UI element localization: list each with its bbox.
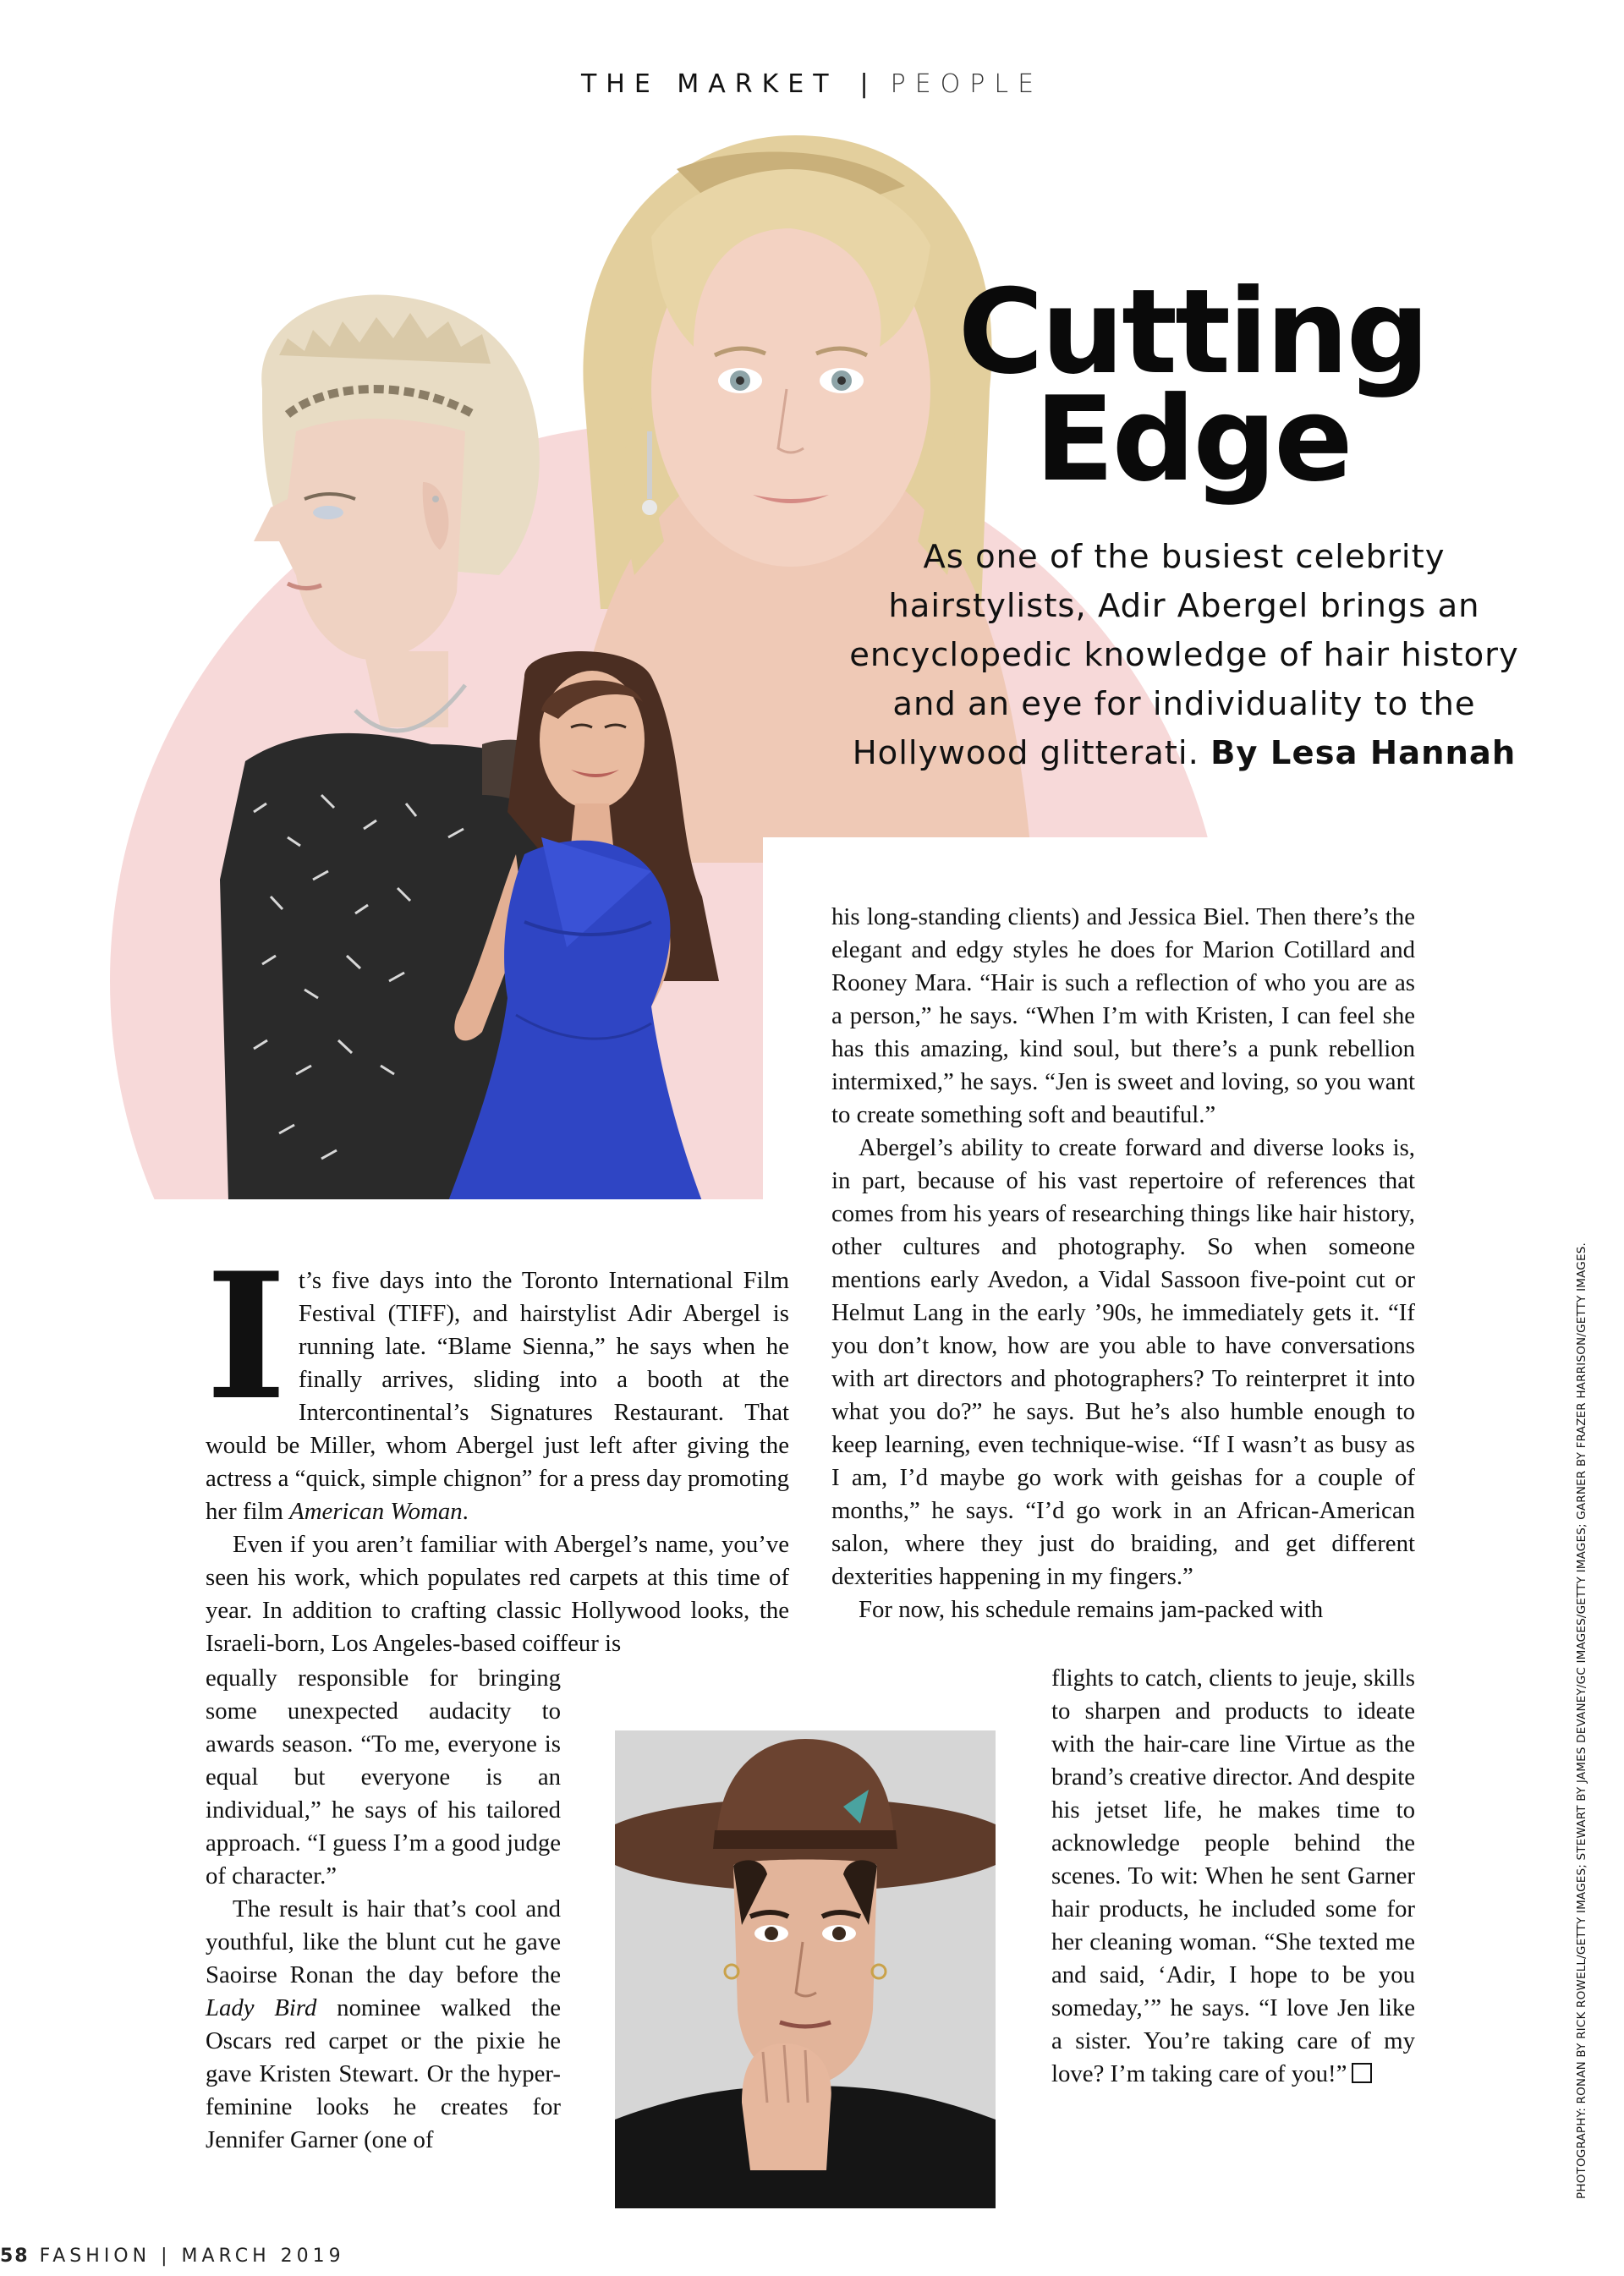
section-header	[0, 69, 1624, 99]
magazine-name: FASHION	[39, 2246, 151, 2267]
page-footer	[0, 2246, 345, 2267]
title-line-1: Cutting	[957, 264, 1428, 400]
paragraph-text: flights to catch, clients to jeuje, skills to sharpen and products to ideate with the hair-care line Virtue as the brand’s creative director. And despite his jetset life, he makes time to acknowledge people behind the scenes. To wit: When he sent Garner hair products, he included some for her cleaning woman. “She texted me and said, ‘Adir, I hope to be you someday,’” he says. “I love Jen like a sister. You’re taking care of my love? I’m taking care of you!”	[1051, 1664, 1415, 2087]
paragraph-text: The result is hair that’s cool and youthful, like the blunt cut he gave Saoirse Ronan the day before the	[206, 1895, 561, 1988]
title-line-2: Edge	[1034, 370, 1351, 507]
article-column-right	[831, 901, 1415, 1626]
paragraph-text: t’s five days into the Toronto International Film Festival (TIFF), and hairstylist Adir Abergel is running late. “Blame Sienna,” he says when he finally arrives, sliding into a booth at the Intercontinental’s Signatures Restaurant. That would be Miller, whom Abergel just left after giving the actress a “quick, simple chignon” for a press day promoting her film	[206, 1267, 789, 1525]
footer-separator: |	[161, 2246, 172, 2267]
paragraph: Even if you aren’t familiar with Abergel’s name, you’ve seen his work, which populates red carpets at this time of year. In addition to crafting classic Hollywood looks, the Israeli-born, Los Angeles-based coiffeur is	[206, 1531, 789, 1657]
paragraph: his long-standing clients) and Jessica Biel. Then there’s the elegant and edgy styles he does for Marion Cotillard and Rooney Mara. “Hair is such a reflection of who you are as a person,” he says. “When I’m with Kristen, I can feel she has this amazing, kind soul, but there’s a punk rebellion intermixed,” he says. “Jen is sweet and loving, so you want to create something soft and beautiful.”	[831, 903, 1415, 1128]
paragraph: For now, his schedule remains jam-packed with	[859, 1596, 1324, 1623]
paragraph	[1051, 1662, 1415, 2091]
header-separator: |	[859, 69, 869, 99]
byline: By Lesa Hannah	[1210, 734, 1517, 772]
article-column-left-narrow	[206, 1662, 561, 2157]
page-number: 58	[0, 2246, 30, 2267]
article-column-right-narrow	[1051, 1662, 1415, 2091]
paragraph: Abergel’s ability to create forward and diverse looks is, in part, because of his vast repertoire of references that comes from his years of researching things like hair history, other cultures and photography. So when someone mentions early Avedon, a Vidal Sassoon five-point cut or Helmut Lang in the early ’90s, he immediately gets it. “If you don’t know, how are you able to have conversations with art directors and photographers? To reinterpret it into what you do?” he says. But he’s also humble enough to keep learning, even technique-wise. “If I wasn’t as busy as I am, I’d maybe go work with geishas for a couple of months,” he says. “I’d go work in an African-American salon, where they just do braiding, and get different dexterities happening in my fingers.”	[831, 1134, 1415, 1590]
adir-abergel-photo	[615, 1730, 996, 2208]
film-title: Lady Bird	[206, 1994, 317, 2021]
article-deck	[837, 533, 1531, 778]
drop-cap: I	[206, 1236, 287, 1439]
paragraph-text: .	[462, 1498, 469, 1525]
paragraph-text: nominee walked the Oscars red carpet or the pixie he gave Kristen Stewart. Or the hyper-feminine looks he creates for Jennifer Garner (one of	[206, 1994, 562, 2153]
paragraph	[206, 1236, 789, 1528]
deck-text: As one of the busiest celebrity hairstylists, Adir Abergel brings an encyclopedic knowledge of hair history and an eye for individuality to the Hollywood glitterati.	[849, 538, 1519, 772]
article-column-left	[206, 1236, 789, 1660]
film-title: American Woman	[289, 1498, 463, 1525]
photo-credit: PHOTOGRAPHY: RONAN BY RICK ROWELL/GETTY IMAGES; STEWART BY JAMES DEVANEY/GC IMAGES/GETTY IMAGES; GARNER BY FRAZER HARRISON/GETTY IMAGES.	[1575, 1242, 1588, 2199]
end-mark-icon	[1352, 2063, 1372, 2083]
subsection-label: PEOPLE	[890, 69, 1044, 99]
section-label: THE MARKET	[580, 69, 838, 99]
paragraph: equally responsible for bringing some unexpected audacity to awards season. “To me, everyone is equal but everyone is an individual,” he says of his tailored approach. “I guess I’m a good judge of character.”	[206, 1664, 561, 1889]
jennifer-garner-photo	[398, 643, 761, 1201]
paragraph	[206, 1893, 561, 2157]
issue-date: MARCH 2019	[181, 2246, 345, 2267]
article-title	[897, 264, 1489, 507]
